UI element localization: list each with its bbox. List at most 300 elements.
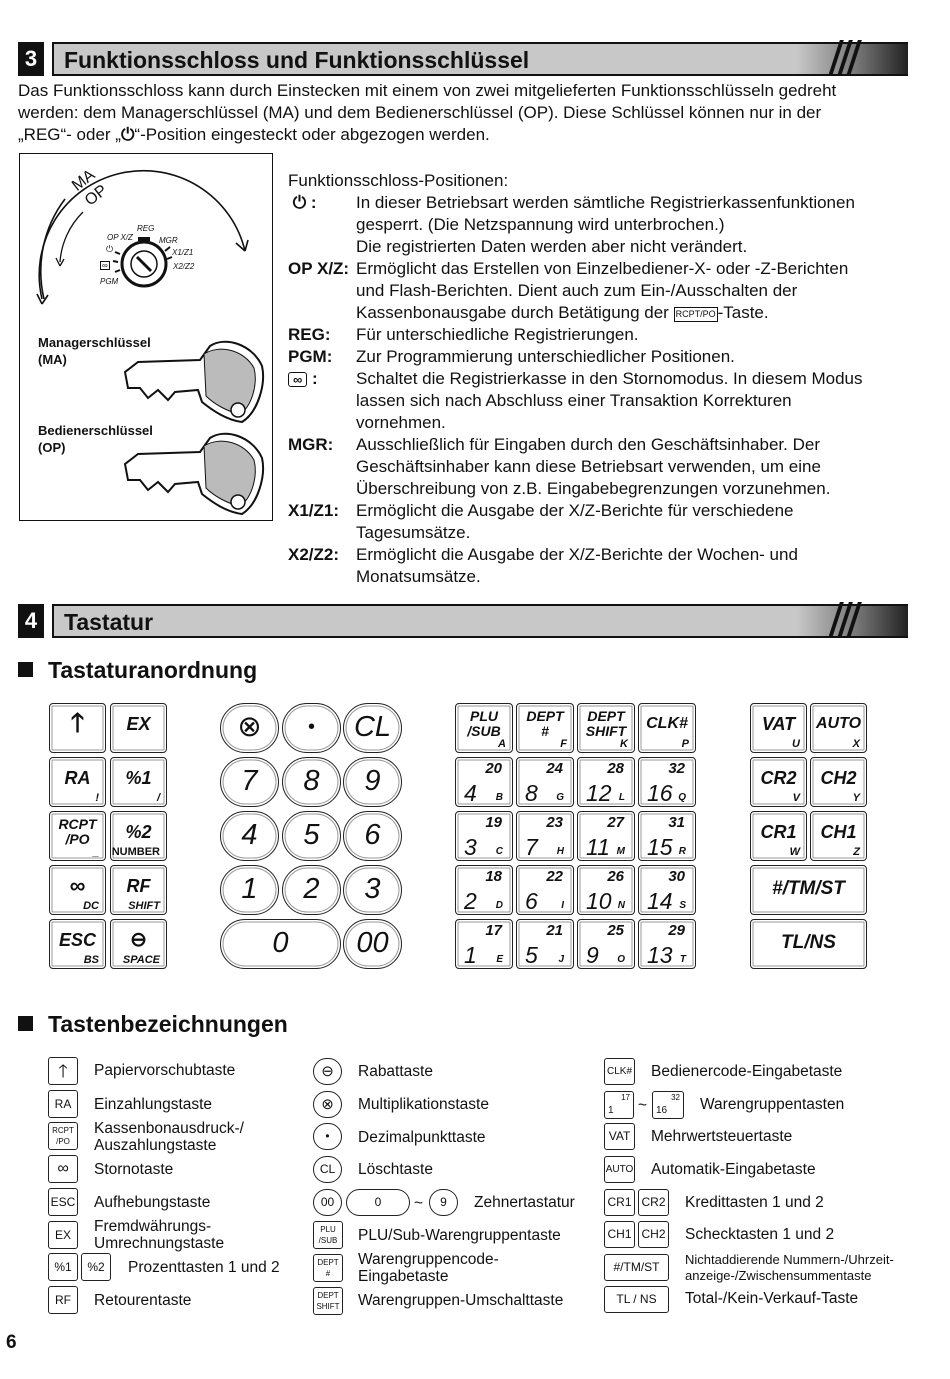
position-reg	[288, 324, 918, 346]
intro-part: „REG“- oder „	[18, 125, 121, 144]
position-key: X2/Z2:	[288, 545, 340, 564]
legend-text	[685, 1252, 894, 1284]
desc-line: Schaltet die Registrierkasse in den Stornomodus. In diesem Modus	[356, 369, 863, 388]
dept-key-letter: D	[495, 900, 503, 911]
desc-line: Monatsumsätze.	[356, 567, 481, 586]
dept-key-top-number: 29	[668, 922, 685, 939]
section-title: Funktionsschloss und Funktionsschlüssel	[64, 47, 530, 73]
void-icon: ∞	[102, 261, 108, 270]
desc-line: Zur Programmierung unterschiedlicher Positionen.	[356, 347, 735, 366]
dept-key-13[interactable]	[638, 919, 696, 969]
key-label-line: DEPT	[317, 1291, 339, 1300]
desc-line: vornehmen.	[356, 413, 446, 432]
key-label-line: SHIFT	[316, 1302, 340, 1311]
label-line: Bedienerschlüssel	[38, 423, 153, 438]
dept-key-top-number: 23	[546, 814, 563, 831]
dept-key-top-number: 26	[607, 868, 624, 885]
dept-key-number: 1	[464, 942, 477, 968]
legend-text: Aufhebungstaste	[94, 1194, 211, 1211]
key-label-line: RCPT	[58, 816, 97, 832]
dept-key-number: 7	[525, 834, 538, 860]
rf-key-icon: RF	[48, 1286, 78, 1314]
key-label-line: RCPT	[52, 1126, 74, 1135]
legend-text: Schecktasten 1 und 2	[685, 1226, 835, 1243]
page-number: 6	[6, 1332, 17, 1353]
intro-part: “-Position eingesteckt oder abgezogen werden.	[134, 125, 490, 144]
desc-line: lassen sich nach Abschluss einer Transaktion Korrekturen	[356, 391, 792, 410]
key-label-line: #	[541, 723, 549, 739]
key-bottom-label: 16	[656, 1105, 668, 1116]
legend-text: Multiplikationstaste	[358, 1096, 489, 1113]
double-zero-key[interactable]: 00	[343, 919, 402, 969]
legend-text: Zehnertastatur	[474, 1194, 575, 1211]
double-zero-key-icon: 00	[313, 1189, 342, 1216]
rcpt-key-icon: RCPT/PO	[674, 307, 718, 322]
key-bottom-label: 1	[608, 1105, 614, 1116]
label-x2z2: X2/Z2	[173, 262, 195, 271]
esc-key[interactable]	[49, 919, 106, 969]
key-label: VAT	[761, 714, 796, 734]
key-label-line: SHIFT	[585, 723, 627, 739]
key-shift-label: P	[681, 738, 689, 750]
percent1-key[interactable]	[110, 757, 167, 807]
key-label	[456, 709, 512, 739]
intro-line	[18, 124, 918, 146]
ex-key[interactable]	[110, 703, 167, 753]
ch2-key[interactable]	[810, 757, 867, 807]
legend-line: Fremdwährungs-	[94, 1218, 212, 1235]
dept-key-number: 5	[525, 942, 538, 968]
label-opxz: OP X/Z	[107, 233, 133, 242]
dept-key-3[interactable]	[455, 811, 513, 861]
legend-line: Warengruppencode-	[358, 1251, 499, 1268]
key-label: AUTO	[815, 715, 862, 732]
dept-key-top-number: 17	[485, 922, 502, 939]
dept-key-letter: G	[556, 792, 564, 803]
dept-key-number: 4	[464, 780, 477, 806]
percent2-key[interactable]	[110, 811, 167, 861]
plu-key-icon	[313, 1221, 343, 1249]
power-icon: ⏻	[106, 244, 114, 254]
digit-5-key[interactable]: 5	[282, 811, 341, 861]
dept-key-2[interactable]	[455, 865, 513, 915]
section-title-bar	[52, 604, 908, 638]
key-top-label: 32	[671, 1093, 680, 1102]
dept-key-top-number: 28	[607, 760, 624, 777]
key-label: TL/NS	[781, 932, 836, 953]
discount-key[interactable]	[110, 919, 167, 969]
legend-text: Retourentaste	[94, 1292, 192, 1309]
legend-line: Nichtaddierende Nummern-/Uhrzeit-	[685, 1252, 894, 1267]
dept-key-letter: E	[496, 954, 503, 965]
void-key[interactable]	[49, 865, 106, 915]
dept-key-1[interactable]	[455, 919, 513, 969]
desc-line: Ermöglicht die Ausgabe der X/Z-Berichte der Wochen- und	[356, 545, 798, 564]
key-shift-label: !	[95, 792, 99, 804]
dept-key-number: 3	[464, 834, 477, 860]
position-void	[288, 368, 918, 434]
vat-key-icon: VAT	[604, 1123, 635, 1150]
dept-key-top-number: 25	[607, 922, 624, 939]
key-label: CR1	[760, 822, 797, 842]
position-key: OP X/Z:	[288, 259, 350, 278]
legend-line: Eingabetaste	[358, 1268, 449, 1285]
key-shift-label: W	[789, 846, 800, 858]
multiply-key[interactable]	[220, 703, 279, 753]
power-icon: ⏻	[120, 125, 135, 144]
legend-text	[358, 1251, 499, 1285]
key-shift-label: SHIFT	[128, 900, 160, 912]
legend-text: Mehrwertsteuertaste	[651, 1128, 793, 1145]
intro-text	[18, 80, 918, 146]
clk-key-icon: CLK#	[604, 1058, 635, 1085]
key-top-label: 17	[621, 1093, 630, 1102]
section-header-3	[18, 42, 908, 76]
dept-key-number: 15	[647, 834, 673, 860]
label-line: (OP)	[38, 440, 66, 455]
key-shift-label: X	[852, 738, 860, 750]
key-label-line: DEPT	[587, 708, 625, 724]
key-label: CR2	[760, 768, 797, 788]
dept-key-4[interactable]	[455, 757, 513, 807]
desc-line: Ausschließlich für Eingaben durch den Geschäftsinhaber. Der	[356, 435, 820, 454]
vat-key[interactable]	[750, 703, 807, 753]
intro-line: Das Funktionsschloss kann durch Einstecken mit einem von zwei mitgelieferten Funktionsschlüsseln gedreht	[18, 81, 837, 100]
legend-text: Einzahlungstaste	[94, 1096, 213, 1113]
key-label: #/TM/ST	[772, 878, 845, 899]
rcpt-po-key[interactable]	[49, 811, 106, 861]
dept-key-letter: M	[616, 846, 625, 857]
key-shift-label: Y	[852, 792, 860, 804]
position-power	[288, 192, 918, 258]
dept16-key-icon	[652, 1091, 684, 1119]
tilde-text: ~	[638, 1097, 648, 1114]
square-bullet-icon	[18, 662, 33, 677]
auto-key[interactable]	[810, 703, 867, 753]
dept-key-top-number: 27	[607, 814, 624, 831]
void-icon: ∞ :	[288, 368, 356, 434]
dept-key-top-number: 22	[546, 868, 563, 885]
position-key: X1/Z1:	[288, 501, 340, 520]
zero-key-icon: 0	[346, 1189, 410, 1216]
position-key: REG:	[288, 325, 331, 344]
label-line: Managerschlüssel	[38, 335, 151, 350]
legend-text: Bedienercode-Eingabetaste	[651, 1063, 843, 1080]
auto-key-icon: AUTO	[604, 1156, 635, 1183]
key-shift-label: _	[92, 846, 99, 858]
key-shift-label: K	[620, 738, 628, 750]
label-line: (MA)	[38, 352, 67, 367]
key-label-line: /SUB	[318, 1236, 338, 1245]
cr2-key-icon: CR2	[638, 1189, 669, 1216]
dept-key-top-number: 20	[485, 760, 502, 777]
dept-key-number: 14	[647, 888, 673, 914]
position-pgm	[288, 346, 918, 368]
legend-text: Rabattaste	[358, 1063, 433, 1080]
dept-key-15[interactable]	[638, 811, 696, 861]
legend-text: Löschtaste	[358, 1161, 433, 1178]
key-label: ESC	[58, 930, 96, 950]
dept-key-5[interactable]	[516, 919, 574, 969]
dept-key-number: 2	[464, 888, 477, 914]
position-mgr	[288, 434, 918, 500]
dept1-key-icon	[604, 1091, 634, 1119]
dept-key-number: 8	[525, 780, 538, 806]
desc-line: Für unterschiedliche Registrierungen.	[356, 325, 639, 344]
key-label: RF	[126, 876, 151, 896]
key-label-line: PLU	[320, 1225, 336, 1234]
operator-key-label	[38, 422, 153, 456]
dept-key-number: 13	[647, 942, 673, 968]
desc-line: Überschreibung von z.B. Eingabebegrenzungen vorzunehmen.	[356, 479, 831, 498]
position-x1z1	[288, 500, 918, 544]
dept-key-top-number: 21	[546, 922, 563, 939]
digit-8-key[interactable]: 8	[282, 757, 341, 807]
digit-0-key[interactable]: 0	[220, 919, 341, 969]
lock-illustration	[19, 153, 273, 521]
multiply-key-icon: ⊗	[313, 1091, 342, 1118]
desc-line: Tagesumsätze.	[356, 523, 471, 542]
key-label-line: /PO	[56, 1137, 70, 1146]
key-shift-label: V	[792, 792, 800, 804]
legend-line: Kassenbonausdruck-/	[94, 1120, 244, 1137]
dept-key-10[interactable]	[577, 865, 635, 915]
dept-key-icon	[313, 1254, 343, 1282]
key-label: %2	[125, 822, 152, 842]
key-shift-label: U	[792, 738, 800, 750]
digit-7-key[interactable]: 7	[220, 757, 279, 807]
dept-key-letter: H	[556, 846, 564, 857]
dept-key-top-number: 24	[546, 760, 563, 777]
key-shift-label: F	[560, 738, 567, 750]
dept-key-number: 11	[586, 834, 610, 860]
key-shift-label: SPACE	[122, 954, 160, 966]
dept-key-letter: S	[679, 900, 686, 911]
subheading-text: Tastaturanordnung	[48, 657, 258, 683]
dept-code-key[interactable]	[516, 703, 574, 753]
square-bullet-icon	[18, 1016, 33, 1031]
dept-key-letter: R	[678, 846, 686, 857]
intro-line: werden: dem Managerschlüssel (MA) und dem Bedienerschlüssel (OP). Diese Schlüssel können nur in der	[18, 103, 822, 122]
dept-shift-key[interactable]	[577, 703, 635, 753]
dept-key-top-number: 32	[668, 760, 685, 777]
key-label: CH1	[820, 822, 857, 842]
desc-line	[356, 302, 918, 324]
desc-part: Kassenbonausgabe durch Betätigung der	[356, 303, 674, 322]
tm-st-key[interactable]	[750, 865, 867, 915]
desc-line: Die registrierten Daten werden aber nicht verändert.	[356, 237, 748, 256]
subheading-text: Tastenbezeichnungen	[48, 1011, 288, 1037]
cl-key-icon: CL	[313, 1156, 342, 1183]
esc-key-icon: ESC	[48, 1188, 78, 1216]
dept-key-number: 6	[525, 888, 538, 914]
legend-line: anzeige-/Zwischensummentaste	[685, 1268, 872, 1283]
desc-line: Ermöglicht das Erstellen von Einzelbediener-X- oder -Z-Berichten	[356, 259, 849, 278]
void-icon: ∞	[69, 873, 86, 898]
dept-key-8[interactable]	[516, 757, 574, 807]
dept-key-letter: O	[617, 954, 625, 965]
legend-text: Total-/Kein-Verkauf-Taste	[685, 1290, 859, 1307]
plu-sub-key[interactable]	[455, 703, 513, 753]
label-ma: MA	[69, 166, 99, 195]
manager-key-label	[38, 334, 151, 368]
legend-text: Warengruppen-Umschalttaste	[358, 1292, 564, 1309]
ex-key-icon: EX	[48, 1221, 78, 1249]
digit-1-key[interactable]: 1	[220, 865, 279, 915]
paper-feed-key-icon: 🡑	[48, 1057, 78, 1085]
dept-key-letter: C	[495, 846, 503, 857]
ch1-key-icon: CH1	[604, 1221, 635, 1248]
dept-key-top-number: 18	[485, 868, 502, 885]
key-shift-label: /	[156, 792, 160, 804]
key-label	[50, 817, 105, 847]
arrow-up-icon: 🡑	[70, 707, 85, 737]
position-key: PGM:	[288, 347, 333, 366]
dept-key-number: 10	[586, 888, 612, 914]
percent2-key-icon: %2	[81, 1253, 111, 1281]
label-reg: REG	[137, 224, 155, 233]
legend-text	[94, 1120, 244, 1154]
cr1-key-icon: CR1	[604, 1189, 635, 1216]
dept-key-letter: I	[561, 900, 564, 911]
desc-line: In dieser Betriebsart werden sämtliche Registrierkassenfunktionen	[356, 193, 855, 212]
paper-feed-key[interactable]	[49, 703, 106, 753]
dept-key-top-number: 19	[485, 814, 502, 831]
dept-key-number: 9	[586, 942, 599, 968]
key-shift-label: BS	[83, 954, 99, 966]
cr1-key[interactable]	[750, 811, 807, 861]
section-header-4	[18, 604, 908, 638]
position-key: MGR:	[288, 435, 334, 454]
key-shift-label: A	[498, 738, 506, 750]
key-label: %1	[125, 768, 152, 788]
minus-circle-icon: ⊖	[130, 929, 147, 951]
ch1-key[interactable]	[810, 811, 867, 861]
legend-line: Auszahlungstaste	[94, 1137, 217, 1154]
rf-key[interactable]	[110, 865, 167, 915]
clear-key[interactable]: CL	[343, 703, 402, 753]
dept-key-letter: N	[617, 900, 625, 911]
dept-key-top-number: 31	[668, 814, 685, 831]
dept-key-14[interactable]	[638, 865, 696, 915]
multiply-icon: ⊗	[237, 711, 262, 743]
legend-text: Kredittasten 1 und 2	[685, 1194, 824, 1211]
digit-3-key[interactable]: 3	[343, 865, 402, 915]
label-op: OP	[81, 181, 111, 210]
dept-key-6[interactable]	[516, 865, 574, 915]
ra-key-icon: RA	[48, 1090, 78, 1118]
section-title-bar	[52, 42, 908, 76]
desc-line: und Flash-Berichten. Dient auch zum Ein-/Ausschalten der	[356, 281, 798, 300]
digit-2-key[interactable]: 2	[282, 865, 341, 915]
legend-text	[94, 1218, 224, 1252]
position-opxz	[288, 258, 918, 324]
legend-text: Dezimalpunkttaste	[358, 1129, 486, 1146]
key-label	[578, 709, 634, 739]
cr2-key[interactable]	[750, 757, 807, 807]
legend-line: Umrechnungstaste	[94, 1235, 225, 1252]
key-label-line: /PO	[65, 831, 90, 847]
key-label: CLK#	[646, 715, 688, 732]
key-label-line: DEPT	[317, 1258, 339, 1267]
label-pgm: PGM	[100, 277, 119, 286]
dept-key-7[interactable]	[516, 811, 574, 861]
percent1-key-icon: %1	[48, 1253, 78, 1281]
tl-ns-key[interactable]	[750, 919, 867, 969]
dept-key-16[interactable]	[638, 757, 696, 807]
key-shift-label: DC	[83, 900, 99, 912]
legend-text: Prozenttasten 1 und 2	[128, 1259, 280, 1276]
section-number: 3	[18, 42, 44, 76]
section-title: Tastatur	[64, 609, 154, 635]
tilde-text: ~	[414, 1195, 424, 1212]
legend-text: Automatik-Eingabetaste	[651, 1161, 816, 1178]
dept-key-9[interactable]	[577, 919, 635, 969]
key-label: RA	[64, 768, 91, 788]
ra-key[interactable]	[49, 757, 106, 807]
rcpt-key-icon	[48, 1122, 78, 1150]
key-label-line: DEPT	[526, 708, 564, 724]
digit-4-key[interactable]: 4	[220, 811, 279, 861]
label-mgr: MGR	[159, 236, 178, 245]
nine-key-icon: 9	[429, 1189, 458, 1216]
dept-key-11[interactable]	[577, 811, 635, 861]
decimal-key-icon: •	[313, 1123, 342, 1150]
decimal-key[interactable]: •	[282, 703, 341, 753]
label-x1z1: X1/Z1	[172, 248, 194, 257]
desc-line: Geschäftsinhaber kann diese Betriebsart verwenden, um eine	[356, 457, 821, 476]
key-shift-label: NUMBER	[111, 846, 160, 858]
desc-line: Ermöglicht die Ausgabe der X/Z-Berichte für verschiedene	[356, 501, 794, 520]
section-number: 4	[18, 604, 44, 638]
discount-key-icon: ⊖	[313, 1058, 342, 1085]
dept-key-top-number: 30	[668, 868, 685, 885]
power-icon: ⏻ :	[288, 193, 317, 212]
lock-positions	[288, 170, 918, 588]
dept-key-letter: Q	[678, 792, 686, 803]
key-label-line: #	[325, 1269, 331, 1278]
key-label: EX	[126, 714, 151, 734]
dept-key-letter: L	[618, 792, 625, 803]
void-key-icon: ∞	[48, 1155, 78, 1183]
dept-key-letter: T	[679, 954, 686, 965]
dept-key-letter: B	[495, 792, 503, 803]
key-shift-label: Z	[853, 846, 860, 858]
dept-key-12[interactable]	[577, 757, 635, 807]
digit-9-key[interactable]: 9	[343, 757, 402, 807]
positions-heading: Funktionsschloss-Positionen:	[288, 171, 509, 190]
legend-text: PLU/Sub-Warengruppentaste	[358, 1227, 561, 1244]
key-label	[517, 709, 573, 739]
desc-part: -Taste.	[717, 303, 769, 322]
desc-line: gesperrt. (Die Netzspannung wird unterbrochen.)	[356, 215, 725, 234]
subheading-names	[18, 1011, 288, 1038]
tl-ns-key-icon: TL / NS	[604, 1286, 669, 1313]
digit-6-key[interactable]: 6	[343, 811, 402, 861]
key-label-line: /SUB	[467, 723, 501, 739]
key-label-line: PLU	[470, 708, 498, 724]
legend-text: Warengruppentasten	[700, 1096, 845, 1113]
legend-text: Stornotaste	[94, 1161, 174, 1178]
ch2-key-icon: CH2	[638, 1221, 669, 1248]
position-x2z2	[288, 544, 918, 588]
key-label: CH2	[820, 768, 857, 788]
dept-key-number: 12	[586, 780, 612, 806]
dept-key-number: 16	[647, 780, 673, 806]
subheading-layout	[18, 657, 257, 684]
tm-st-key-icon: #/TM/ST	[604, 1254, 669, 1281]
clk-key[interactable]	[638, 703, 696, 753]
